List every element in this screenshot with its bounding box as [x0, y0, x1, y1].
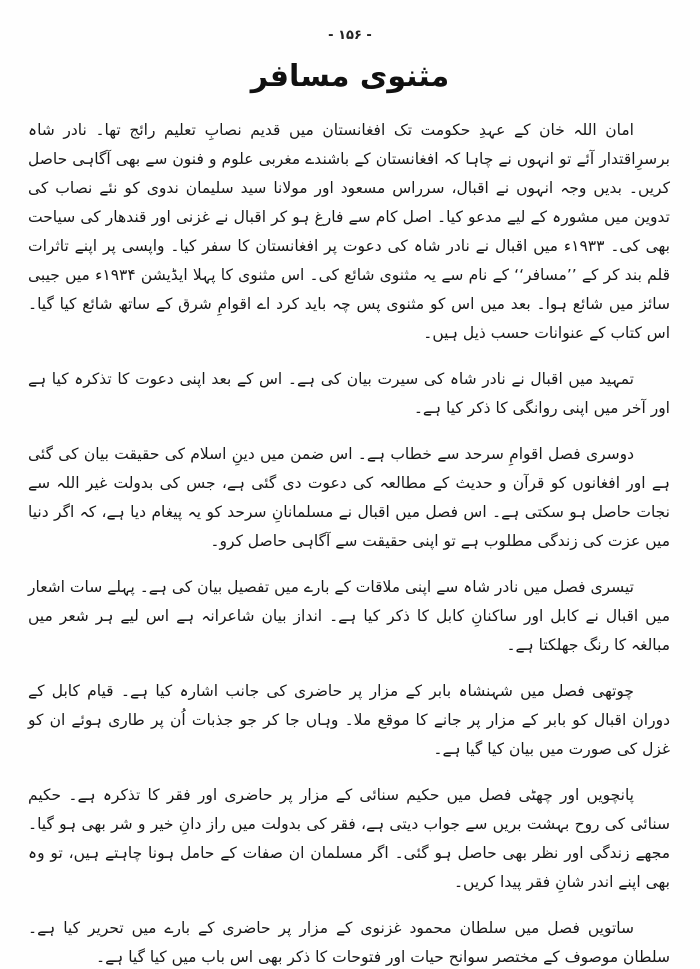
- paragraph-seventh-chapter: ساتویں فصل میں سلطان محمود غزنوی کے مزار پر حاضری کے بارے میں تحریر کیا ہے۔ سلطان موصوف کے مختصر سوانح حیات اور فتوحات کا ذکر بھی اس باب میں کیا گیا ہے۔: [28, 919, 670, 966]
- paragraph-third-chapter: تیسری فصل میں نادر شاہ سے اپنی ملاقات کے بارے میں تفصیل بیان کی ہے۔ پہلے سات اشعار میں اقبال نے کابل اور ساکنانِ کابل کا ذکر کیا ہے۔ انداز بیان شاعرانہ ہے اس لیے ہر شعر میں مبالغہ کا رنگ جھلکتا ہے۔: [28, 578, 670, 654]
- paragraph-tamheed: تمہید میں اقبال نے نادر شاہ کی سیرت بیان کی ہے۔ اس کے بعد اپنی دعوت کا تذکرہ کیا ہے اور آخر میں اپنی روانگی کا ذکر کیا ہے۔: [28, 370, 670, 417]
- paragraph-intro: امان اللہ خان کے عہدِ حکومت تک افغانستان میں قدیم نصابِ تعلیم رائج تھا۔ نادر شاہ برسرِاقتدار آئے تو انہوں نے چاہا کہ افغانستان کے باشندے مغربی علوم و فنون سے بھی آگاہی حاصل کریں۔ بدیں وجہ انہوں نے اقبال، سرراس مسعود اور مولانا سید سلیمان ندوی کو نئے نصاب کی تدوین میں مشورہ کے لیے مدعو کیا۔ اصل کام سے فارغ ہو کر اقبال نے غزنی اور قندھار کی سیاحت بھی کی۔ ۱۹۳۳ء میں اقبال نے نادر شاہ کی دعوت پر افغانستان کا سفر کیا۔ واپسی پر اپنے تاثرات قلم بند کر کے ’’مسافر‘‘ کے نام سے یہ مثنوی شائع کی۔ اس مثنوی کا پہلا ایڈیشن ۱۹۳۴ء میں جیبی سائز میں شائع ہوا۔ بعد میں اس کو مثنوی پس چہ باید کرد اے اقوامِ شرق کے ساتھ شائع کیا گیا۔ اس کتاب کے عنوانات حسب ذیل ہیں۔: [28, 121, 670, 342]
- page-number: - ۱۵۶ -: [328, 28, 372, 43]
- page-title: مثنوی مسافر: [250, 59, 450, 94]
- paragraph-second-chapter: دوسری فصل اقوامِ سرحد سے خطاب ہے۔ اس ضمن میں دینِ اسلام کی حقیقت بیان کی گئی ہے اور افغانوں کو قرآن و حدیث کے مطالعہ کی دعوت دی گئی ہے، جس کی بدولت غیر اللہ سے نجات حاصل ہو سکتی ہے۔ اس فصل میں اقبال نے مسلمانانِ سرحد کو یہ پیغام دیا ہے، کہ اگر دنیا میں عزت کی زندگی مطلوب ہے تو اپنی حقیقت سے آگاہی حاصل کرو۔: [28, 445, 670, 550]
- paragraph-fifth-sixth-chapter: پانچویں اور چھٹی فصل میں حکیم سنائی کے مزار پر حاضری اور فقر کا تذکرہ ہے۔ حکیم سنائی کی روح بہشت بریں سے جواب دیتی ہے، فقر کی بدولت میں راز دانِ خیر و شر بھی ہو گیا۔ مجھے زندگی اور نظر بھی حاصل ہو گئی۔ اگر مسلمان ان صفات کے حامل ہونا چاہتے ہیں، تو وہ بھی اپنے اندر شانِ فقر پیدا کریں۔: [28, 786, 670, 891]
- paragraph-fourth-chapter: چوتھی فصل میں شہنشاہ بابر کے مزار پر حاضری کی جانب اشارہ کیا ہے۔ قیام کابل کے دوران اقبال کو بابر کے مزار پر جانے کا موقع ملا۔ وہاں جا کر جو جذبات اُن پر طاری ہوئے ان کو غزل کی صورت میں بیان کیا گیا ہے۔: [28, 682, 670, 758]
- body-text: [0, 116, 700, 969]
